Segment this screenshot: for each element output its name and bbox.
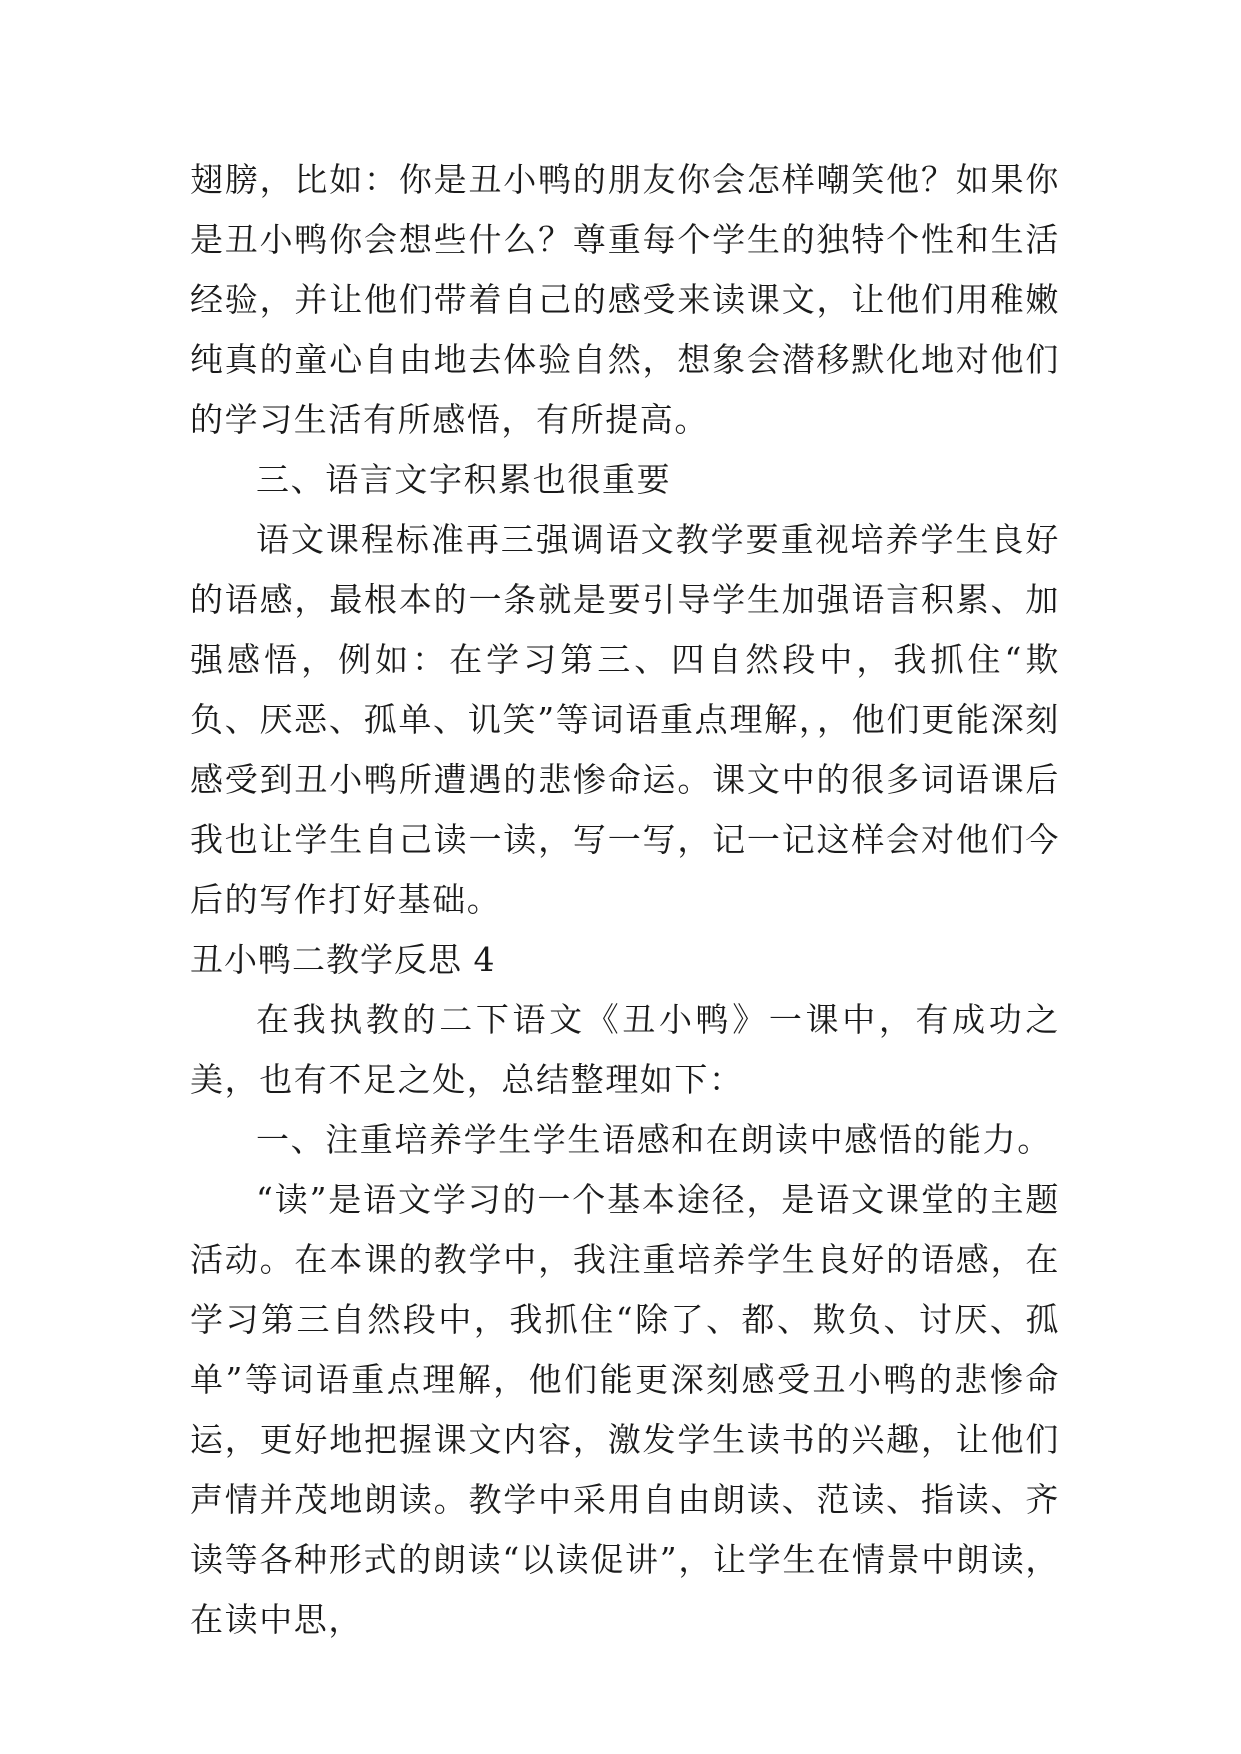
paragraph-intro: 在我执教的二下语文《丑小鸭》一课中，有成功之美，也有不足之处，总结整理如下： — [190, 1000, 1060, 1099]
section-heading-language-accumulation: 三、语言文字积累也很重要 — [256, 460, 672, 499]
section-heading-reading-ability: 一、注重培养学生学生语感和在朗读中感悟的能力。 — [256, 1120, 1052, 1159]
paragraph-reading-activity: “读”是语文学习的一个基本途径，是语文课堂的主题活动。在本课的教学中，我注重培养学生良好的语感，在学习第三自然段中，我抓住“除了、都、欺负、讨厌、孤单”等词语重点理解，他们能更深刻感受丑小鸭的悲惨命运，更好地把握课文内容，激发学生读书的兴趣，让他们声情并茂地朗读。教学中采用自由朗读、范读、指读、齐读等各种形式的朗读“以读促讲”，让学生在情景中朗读，在读中思， — [190, 1180, 1060, 1639]
paragraph-language-sense: 语文课程标准再三强调语文教学要重视培养学生良好的语感，最根本的一条就是要引导学生加强语言积累、加强感悟，例如：在学习第三、四自然段中，我抓住“欺负、厌恶、孤单、讥笑”等词语重点理解，，他们更能深刻感受到丑小鸭所遭遇的悲惨命运。课文中的很多词语课后我也让学生自己读一读，写一写，记一记这样会对他们今后的写作打好基础。 — [190, 520, 1060, 919]
section-title-reflection-4: 丑小鸭二教学反思 4 — [190, 940, 496, 979]
paragraph-continuation: 翅膀，比如：你是丑小鸭的朋友你会怎样嘲笑他？如果你是丑小鸭你会想些什么？尊重每个学生的独特个性和生活经验，并让他们带着自己的感受来读课文，让他们用稚嫩纯真的童心自由地去体验自然，想象会潜移默化地对他们的学习生活有所感悟，有所提高。 — [190, 160, 1060, 439]
document-body — [190, 150, 1060, 1650]
